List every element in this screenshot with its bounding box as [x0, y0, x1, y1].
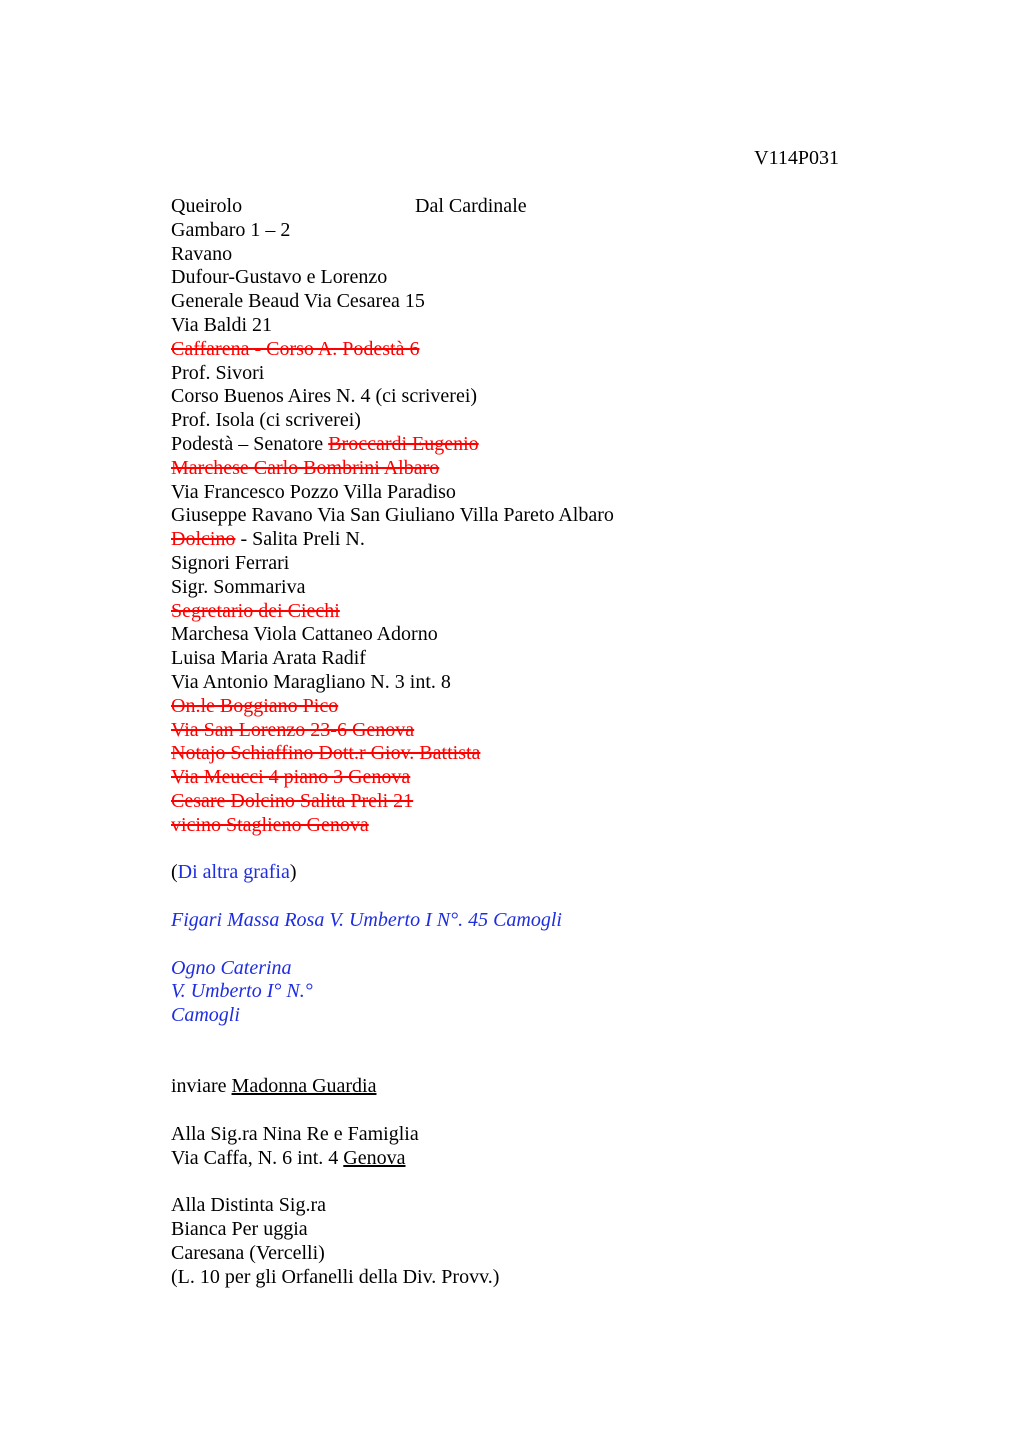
page-id: V114P031 [754, 147, 839, 169]
address-street: Via Caffa, N. 6 int. 4 [171, 1146, 344, 1169]
address-line: Alla Sig.ra Nina Re e Famiglia [171, 1123, 419, 1146]
struck-text: Segretario dei Ciechi [171, 599, 340, 622]
address-line: (L. 10 per gli Orfanelli della Div. Provv.) [171, 1265, 500, 1288]
spacer [171, 885, 871, 909]
struck-text: Via Meucci 4 piano 3 Genova [171, 766, 411, 789]
list-line [171, 195, 871, 219]
paren-open: ( [171, 861, 178, 884]
list-line-struck [171, 600, 871, 624]
send-line [171, 1075, 871, 1099]
struck-text: Notajo Schiaffino Dott.r Giov. Battista [171, 742, 481, 765]
document-body [171, 195, 871, 1290]
list-line: Via Antonio Maragliano N. 3 int. 8 [171, 670, 451, 693]
list-line: Signori Ferrari [171, 551, 290, 574]
other-hand-line: Ogno Caterina [171, 956, 292, 979]
list-line: Dufour-Gustavo e Lorenzo [171, 266, 388, 289]
list-line-struck [171, 790, 871, 814]
other-hand-line: Figari Massa Rosa V. Umberto I N°. 45 Camogli [171, 908, 562, 931]
list-line: Via Francesco Pozzo Villa Paradiso [171, 480, 456, 503]
list-line: Prof. Isola (ci scriverei) [171, 409, 361, 432]
spacer [171, 1028, 871, 1076]
struck-text: Marchese Carlo Bombrini Albaro [171, 456, 440, 479]
spacer [171, 933, 871, 957]
list-line-struck [171, 742, 871, 766]
list-line: Via Baldi 21 [171, 313, 273, 336]
list-line: Giuseppe Ravano Via San Giuliano Villa Pareto Albaro [171, 504, 614, 527]
list-line: Luisa Maria Arata Radif [171, 647, 366, 670]
address-line: Caresana (Vercelli) [171, 1242, 325, 1265]
spacer [171, 1171, 871, 1195]
list-line: Prof. Sivori [171, 361, 265, 384]
spacer [171, 838, 871, 862]
other-hand-line: Camogli [171, 1004, 240, 1027]
address-line [171, 1147, 871, 1171]
struck-text: Broccardi Eugenio [328, 432, 479, 455]
spacer [171, 1099, 871, 1123]
list-line: Ravano [171, 242, 233, 265]
send-target: Madonna Guardia [231, 1075, 377, 1098]
list-line-struck [171, 719, 871, 743]
struck-text: Via San Lorenzo 23-6 Genova [171, 718, 415, 741]
list-name: Queirolo [171, 195, 243, 217]
list-line [171, 433, 871, 457]
list-line: Sigr. Sommariva [171, 575, 306, 598]
list-line: Marchesa Viola Cattaneo Adorno [171, 623, 438, 646]
struck-text: Caffarena - Corso A. Podestà 6 [171, 337, 420, 360]
list-line: Generale Beaud Via Cesarea 15 [171, 290, 425, 313]
list-line-struck [171, 338, 871, 362]
list-line [171, 528, 871, 552]
address-city: Genova [343, 1146, 406, 1169]
list-line-struck [171, 457, 871, 481]
send-prefix: inviare [171, 1075, 232, 1098]
list-line: Gambaro 1 – 2 [171, 218, 291, 241]
list-note: Dal Cardinale [415, 195, 527, 217]
address-line: Alla Distinta Sig.ra [171, 1194, 326, 1217]
struck-text: Cesare Dolcino Salita Preli 21 [171, 789, 414, 812]
struck-text: vicino Staglieno Genova [171, 813, 369, 836]
other-hand-line: V. Umberto I° N.° [171, 980, 313, 1003]
other-hand-label: Di altra grafia [177, 861, 290, 884]
list-text: Podestà – Senatore [171, 432, 329, 455]
list-line-struck [171, 766, 871, 790]
address-line: Bianca Per uggia [171, 1218, 308, 1241]
list-text: - Salita Preli N. [235, 528, 365, 551]
list-line-struck [171, 695, 871, 719]
list-line-struck [171, 814, 871, 838]
struck-text: On.le Boggiano Pico [171, 694, 339, 717]
struck-text: Dolcino [171, 528, 236, 551]
paren-close: ) [289, 861, 297, 884]
list-line: Corso Buenos Aires N. 4 (ci scriverei) [171, 385, 478, 408]
other-hand-note [171, 861, 871, 885]
